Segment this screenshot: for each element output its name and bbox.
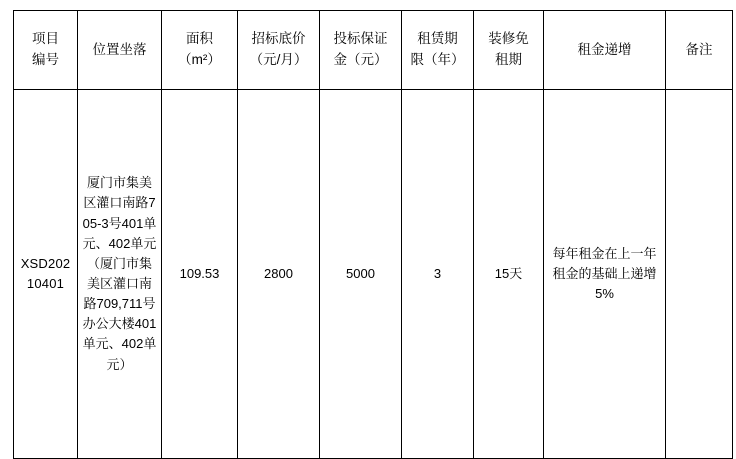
column-header-lease-term-line2: 限（年）	[410, 52, 465, 67]
column-header-bid-floor-price	[238, 11, 320, 90]
table-header	[14, 11, 733, 90]
column-header-bid-deposit-line1: 投标保证	[333, 31, 388, 47]
column-header-lease-term-line1: 租赁期	[417, 31, 458, 47]
table-body	[14, 90, 733, 459]
column-header-remark-line1: 备注	[685, 41, 713, 57]
cell-remark	[666, 90, 733, 459]
cell-bid-floor-price: 2800	[238, 90, 320, 459]
cell-location: 厦门市集美区灌口南路705-3号401单元、402单元（厦门市集美区灌口南路709,711号办公大楼401单元、402单元）	[78, 90, 162, 459]
column-header-project-no-line1: 项目	[32, 31, 59, 47]
table-row	[14, 90, 733, 459]
column-header-bid-deposit	[320, 11, 402, 90]
cell-fitout-free-period: 15天	[474, 90, 544, 459]
cell-area: 109.53	[162, 90, 238, 459]
column-header-fitout-free-period-line1: 装修免	[488, 31, 529, 47]
cell-project-no: XSD20210401	[14, 90, 78, 459]
column-header-area-line1: 面积	[186, 31, 213, 47]
column-header-rent-increment	[544, 11, 666, 90]
table-header-row	[14, 11, 733, 90]
column-header-area	[162, 11, 238, 90]
column-header-project-no-line2: 编号	[32, 52, 59, 67]
cell-bid-deposit: 5000	[320, 90, 402, 459]
column-header-remark	[666, 11, 733, 90]
column-header-project-no	[14, 11, 78, 90]
column-header-fitout-free-period	[474, 11, 544, 90]
column-header-bid-floor-price-line1: 招标底价	[251, 31, 306, 47]
cell-rent-increment: 每年租金在上一年租金的基础上递增5%	[544, 90, 666, 459]
column-header-bid-deposit-line2: 金（元）	[333, 52, 388, 67]
column-header-location-line1: 位置坐落	[92, 41, 147, 57]
column-header-location	[78, 11, 162, 90]
column-header-bid-floor-price-line2: （元/月）	[249, 52, 308, 67]
cell-lease-term: 3	[402, 90, 474, 459]
column-header-fitout-free-period-line2: 租期	[495, 52, 522, 67]
column-header-area-line2: （m²）	[178, 52, 221, 67]
lease-info-table	[13, 10, 733, 459]
column-header-lease-term	[402, 11, 474, 90]
column-header-rent-increment-line1: 租金递增	[577, 41, 632, 57]
